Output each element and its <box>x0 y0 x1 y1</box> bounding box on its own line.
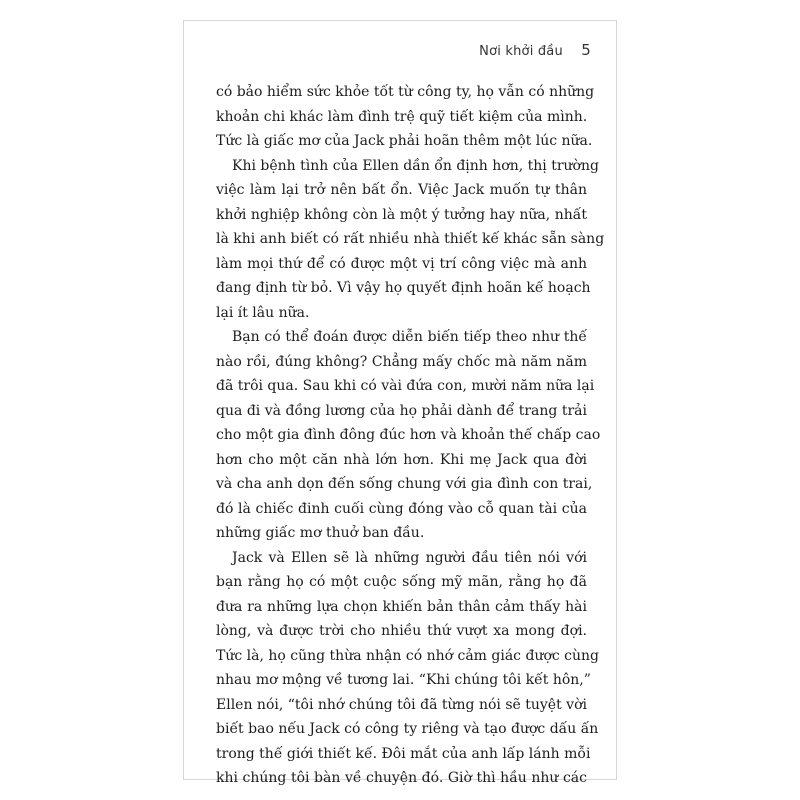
book-page <box>183 20 617 786</box>
text-line: có bảo hiểm sức khỏe tốt từ công ty, họ vẫn có những <box>216 84 595 100</box>
text-line: làm mọi thứ để có được một vị trí công việc mà anh <box>216 255 587 272</box>
body-text <box>216 80 605 791</box>
text-line: cho một gia đình đông đúc hơn và khoản thế chấp cao <box>216 427 601 443</box>
text-line: và cha anh dọn đến sống chung với gia đình con trai, <box>216 476 593 492</box>
text-line: khi chúng tôi bàn về chuyện đó. Giờ thì hầu như các <box>216 770 587 786</box>
text-line: đang định từ bỏ. Vì vậy họ quyết định hoãn kế hoạch <box>216 280 591 296</box>
text-line: qua đi và đồng lương của họ phải dành để trang trải <box>216 402 587 419</box>
text-line: Tức là giấc mơ của Jack phải hoãn thêm một lúc nữa. <box>216 133 593 149</box>
text-line: đưa ra những lựa chọn khiến bản thân cảm thấy hài <box>216 598 587 615</box>
text-line: khởi nghiệp không còn là một ý tưởng hay nữa, nhất <box>216 206 587 223</box>
text-line: Tức là, họ cũng thừa nhận có nhớ cảm giác được cùng <box>216 647 600 664</box>
paragraph <box>216 80 595 154</box>
text-line: hơn cho một căn nhà lớn hơn. Khi mẹ Jack qua đời <box>216 451 587 468</box>
text-line: việc làm lại trở nên bất ổn. Việc Jack muốn tự thân <box>216 182 587 198</box>
text-line: biết bao nếu Jack có công ty riêng và tạo được dấu ấn <box>216 721 599 737</box>
text-line: là khi anh biết có rất nhiều nhà thiết kế khác sẵn sàng <box>216 231 605 247</box>
paragraph <box>216 546 600 791</box>
text-line: những giấc mơ thuở ban đầu. <box>216 525 425 541</box>
text-line: Ellen nói, “tôi nhớ chúng tôi đã từng nói sẽ tuyệt vời <box>216 696 587 713</box>
text-line: Khi bệnh tình của Ellen dần ổn định hơn, thị trường <box>232 157 599 174</box>
text-line: đã trôi qua. Sau khi có vài đứa con, mười năm nữa lại <box>216 378 595 394</box>
text-line: khoản chi khác làm đình trệ quỹ tiết kiệm của mình. <box>216 108 588 125</box>
text-line: nào rồi, đúng không? Chẳng mấy chốc mà năm năm <box>216 353 587 370</box>
text-line: lại ít lâu nữa. <box>216 304 310 321</box>
text-line: lòng, và được trời cho nhiều thứ vượt xa mong đợi. <box>216 623 587 639</box>
page-number: 5 <box>581 41 591 59</box>
paragraph <box>216 154 605 326</box>
text-line: Jack và Ellen sẽ là những người đầu tiên nói với <box>232 549 587 566</box>
text-line: Bạn có thể đoán được diễn biến tiếp theo như thế <box>232 329 587 345</box>
running-head <box>479 41 591 59</box>
text-line: nhau mơ mộng về tương lai. “Khi chúng tôi kết hôn,” <box>216 672 591 688</box>
text-line: trong thế giới thiết kế. Đôi mắt của anh lấp lánh mỗi <box>216 745 591 762</box>
text-line: bạn rằng họ có một cuộc sống mỹ mãn, rằng họ đã <box>216 574 587 590</box>
paragraph <box>216 325 601 546</box>
section-title: Nơi khởi đầu <box>479 44 563 59</box>
text-line: đó là chiếc đinh cuối cùng đóng vào cỗ quan tài của <box>216 500 587 517</box>
